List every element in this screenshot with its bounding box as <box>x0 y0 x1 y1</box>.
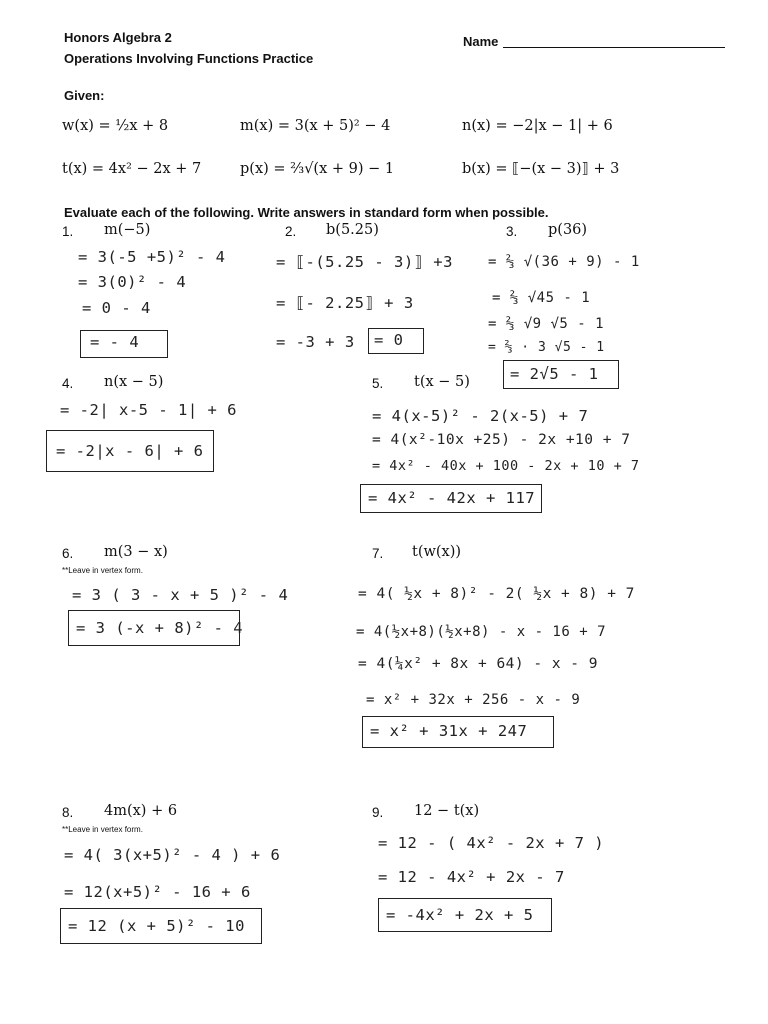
work-line: = 4( ½x + 8)² - 2( ½x + 8) + 7 <box>358 586 635 602</box>
function-m: m(x) = 3(x + 5)² − 4 <box>240 118 391 134</box>
instructions: Evaluate each of the following. Write answers in standard form when possible. <box>64 205 549 220</box>
answer-text: = 3 (-x + 8)² - 4 <box>76 619 244 637</box>
work-line: = 3(-5 +5)² - 4 <box>78 248 226 266</box>
function-p: p(x) = ⅔√(x + 9) − 1 <box>240 161 395 177</box>
vertex-form-note: **Leave in vertex form. <box>62 825 143 834</box>
work-line: = ⅔ √(36 + 9) - 1 <box>488 254 640 270</box>
answer-text: = 2√5 - 1 <box>510 365 599 383</box>
work-line: = ⅔ √9 √5 - 1 <box>488 316 605 332</box>
name-line[interactable] <box>503 47 725 48</box>
work-line: = 4(¼x² + 8x + 64) - x - 9 <box>358 656 598 672</box>
problem-expression: n(x − 5) <box>104 374 164 390</box>
course-title: Honors Algebra 2 <box>64 30 172 45</box>
function-n: n(x) = −2|x − 1| + 6 <box>462 118 613 134</box>
function-t: t(x) = 4x² − 2x + 7 <box>62 161 202 177</box>
problem-number: 2. <box>285 224 297 239</box>
answer-text: = 0 <box>374 331 404 349</box>
problem-number: 4. <box>62 376 74 391</box>
problem-number: 9. <box>372 805 384 820</box>
work-line: = 4x² - 40x + 100 - 2x + 10 + 7 <box>372 458 640 474</box>
answer-text: = -2|x - 6| + 6 <box>56 442 204 460</box>
problem-number: 7. <box>372 546 384 561</box>
work-line: = ⅔ √45 - 1 <box>492 290 591 306</box>
work-line: = 4( 3(x+5)² - 4 ) + 6 <box>64 846 281 864</box>
problem-expression: b(5.25) <box>326 222 379 238</box>
problem-expression: 4m(x) + 6 <box>104 803 178 819</box>
work-line: = 12 - 4x² + 2x - 7 <box>378 868 565 886</box>
answer-text: = 12 (x + 5)² - 10 <box>68 917 245 935</box>
problem-expression: t(x − 5) <box>414 374 470 390</box>
work-line: = ⟦-(5.25 - 3)⟧ +3 <box>276 253 453 271</box>
problem-number: 3. <box>506 224 518 239</box>
work-line: = 3(0)² - 4 <box>78 273 187 291</box>
work-line: = 3 ( 3 - x + 5 )² - 4 <box>72 586 289 604</box>
function-b: b(x) = ⟦−(x − 3)⟧ + 3 <box>462 161 620 177</box>
problem-number: 8. <box>62 805 74 820</box>
problem-expression: m(3 − x) <box>104 544 168 560</box>
problem-number: 6. <box>62 546 74 561</box>
work-line: = ⅔ · 3 √5 - 1 <box>488 340 605 355</box>
work-line: = 0 - 4 <box>82 299 151 317</box>
problem-expression: m(−5) <box>104 222 151 238</box>
answer-text: = x² + 31x + 247 <box>370 722 528 740</box>
problem-expression: t(w(x)) <box>412 544 462 560</box>
given-label: Given: <box>64 88 105 103</box>
work-line: = 12(x+5)² - 16 + 6 <box>64 883 251 901</box>
work-line: = 4(x-5)² - 2(x-5) + 7 <box>372 407 589 425</box>
work-line: = -3 + 3 <box>276 333 355 351</box>
work-line: = 4(½x+8)(½x+8) - x - 16 + 7 <box>356 624 607 640</box>
problem-number: 1. <box>62 224 74 239</box>
vertex-form-note: **Leave in vertex form. <box>62 566 143 575</box>
name-label: Name <box>463 34 499 49</box>
function-w: w(x) = ½x + 8 <box>62 118 169 134</box>
answer-text: = - 4 <box>90 333 140 351</box>
worksheet-title: Operations Involving Functions Practice <box>64 51 314 66</box>
work-line: = x² + 32x + 256 - x - 9 <box>366 692 581 708</box>
work-line: = ⟦- 2.25⟧ + 3 <box>276 294 414 312</box>
problem-expression: 12 − t(x) <box>414 803 480 819</box>
problem-expression: p(36) <box>548 222 588 238</box>
work-line: = -2| x-5 - 1| + 6 <box>60 401 237 419</box>
answer-text: = -4x² + 2x + 5 <box>386 906 534 924</box>
work-line: = 12 - ( 4x² - 2x + 7 ) <box>378 834 605 852</box>
problem-number: 5. <box>372 376 384 391</box>
answer-text: = 4x² - 42x + 117 <box>368 489 536 507</box>
work-line: = 4(x²-10x +25) - 2x +10 + 7 <box>372 432 631 448</box>
